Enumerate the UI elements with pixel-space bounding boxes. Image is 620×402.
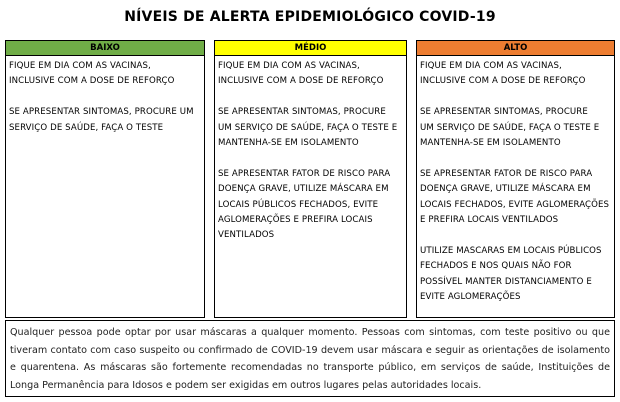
column-body-alto	[417, 56, 614, 305]
column-alto	[416, 40, 615, 318]
paragraph: FIQUE EM DIA COM AS VACINAS, INCLUSIVE COM A DOSE DE REFORÇO	[9, 61, 175, 87]
column-body-baixo	[6, 56, 204, 136]
column-baixo	[5, 40, 205, 318]
paragraph: UTILIZE MASCARAS EM LOCAIS PÚBLICOS FECHADOS E NOS QUAIS NÃO FOR POSSÍVEL MANTER DISTANCIAMENTO E EVITE AGLOMERAÇÕES	[420, 245, 602, 303]
paragraph: SE APRESENTAR FATOR DE RISCO PARA DOENÇA GRAVE, UTILIZE MÁSCARA EM LOCAIS PÚBLICOS FECHADOS, EVITE AGLOMERAÇÕES E PREFIRA LOCAIS VENTILADOS	[218, 168, 391, 241]
column-header-medio: MÉDIO	[215, 41, 406, 56]
paragraph: SE APRESENTAR FATOR DE RISCO PARA DOENÇA GRAVE, UTILIZE MÁSCARA EM LOCAIS FECHADOS, EVITE AGLOMERAÇÕES E PREFIRA LOCAIS VENTILADOS	[420, 168, 610, 226]
page-title: NÍVEIS DE ALERTA EPIDEMIOLÓGICO COVID-19	[124, 9, 496, 25]
paragraph: SE APRESENTAR SINTOMAS, PROCURE UM SERVIÇO DE SAÚDE, FAÇA O TESTE	[9, 107, 194, 133]
paragraph: FIQUE EM DIA COM AS VACINAS, INCLUSIVE COM A DOSE DE REFORÇO	[218, 61, 384, 87]
column-medio	[214, 40, 407, 318]
paragraph: SE APRESENTAR SINTOMAS, PROCURE UM SERVIÇO DE SAÚDE, FAÇA O TESTE E MANTENHA-SE EM ISOLAMENTO	[420, 107, 600, 149]
column-header-alto: ALTO	[417, 41, 614, 56]
column-body-medio	[215, 56, 406, 244]
paragraph: FIQUE EM DIA COM AS VACINAS, INCLUSIVE COM A DOSE DE REFORÇO	[420, 61, 586, 87]
footer-note: Qualquer pessoa pode optar por usar máscaras a qualquer momento. Pessoas com sintomas, com teste positivo ou que tiveram contato com caso suspeito ou confirmado de COVID-19 devem usar máscara e seguir as orientações de isolamento e quarentena. As máscaras são fortemente recomendadas no transporte público, em serviços de saúde, Instituições de Longa Permanência para Idosos e podem ser exigidas em outros lugares pelas autoridades locais.	[5, 320, 615, 397]
column-header-baixo: BAIXO	[6, 41, 204, 56]
paragraph: SE APRESENTAR SINTOMAS, PROCURE UM SERVIÇO DE SAÚDE, FAÇA O TESTE E MANTENHA-SE EM ISOLAMENTO	[218, 107, 398, 149]
